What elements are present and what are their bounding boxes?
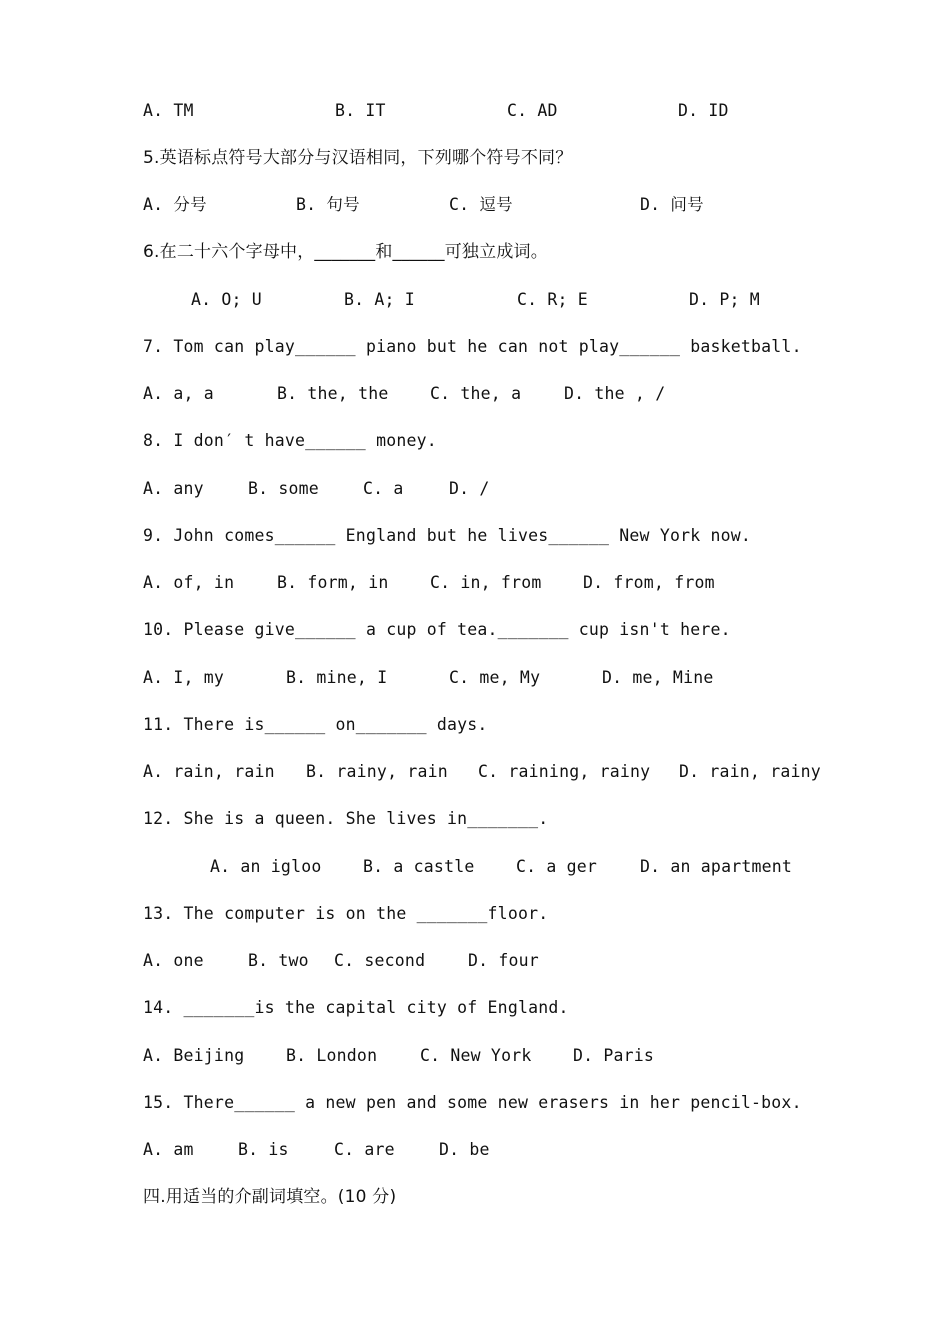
option-c: C. in, from (430, 573, 542, 592)
q15-options (143, 1137, 490, 1163)
q7-options (143, 381, 666, 407)
option-b: B. rainy, rain (306, 762, 448, 781)
q13-options (143, 948, 539, 974)
option-c: C. raining, rainy (478, 762, 651, 781)
option-d: D. Paris (573, 1046, 655, 1065)
option-b: B. the, the (277, 384, 389, 403)
q5-options (143, 192, 704, 218)
option-c: C. second (334, 951, 426, 970)
option-a: A. of, in (143, 573, 235, 592)
option-d: D. from, from (583, 573, 715, 592)
option-d: D. rain, rainy (679, 762, 821, 781)
option-c: C. R; E (517, 290, 588, 309)
q4-options (143, 98, 729, 124)
option-a: A. any (143, 479, 204, 498)
q9-options (143, 570, 715, 596)
option-b: B. a castle (363, 857, 475, 876)
option-a: A. O; U (191, 290, 262, 309)
option-d: D. be (439, 1140, 490, 1159)
option-b: B. A; I (344, 290, 415, 309)
option-d: D. 问号 (640, 195, 704, 214)
option-c: C. are (334, 1140, 395, 1159)
option-a: A. one (143, 951, 204, 970)
option-d: D. P; M (689, 290, 760, 309)
question-14: 14. _______is the capital city of England. (143, 998, 569, 1017)
option-c: C. a ger (516, 857, 598, 876)
option-a: A. 分号 (143, 195, 207, 214)
question-9: 9. John comes______ England but he lives______ New York now. (143, 526, 752, 545)
option-b: B. is (238, 1140, 289, 1159)
q12-options (143, 854, 793, 880)
option-d: D. ID (678, 101, 729, 120)
question-7: 7. Tom can play______ piano but he can not play______ basketball. (143, 337, 802, 356)
section-4-title: 四.用适当的介副词填空。(10 分) (143, 1187, 397, 1207)
question-10: 10. Please give______ a cup of tea._______ cup isn't here. (143, 620, 731, 639)
option-a: A. an igloo (210, 857, 322, 876)
option-b: B. mine, I (286, 668, 388, 687)
option-b: B. IT (335, 101, 386, 120)
option-d: D. me, Mine (602, 668, 714, 687)
option-b: B. two (248, 951, 309, 970)
option-c: C. 逗号 (449, 195, 513, 214)
option-a: A. am (143, 1140, 194, 1159)
question-13: 13. The computer is on the _______floor. (143, 904, 549, 923)
option-a: A. TM (143, 101, 194, 120)
question-12: 12. She is a queen. She lives in_______. (143, 809, 549, 828)
question-6: 6.在二十六个字母中，_______和______可独立成词。 (143, 242, 548, 262)
question-15: 15. There______ a new pen and some new erasers in her pencil-box. (143, 1093, 802, 1112)
option-c: C. a (363, 479, 404, 498)
option-c: C. me, My (449, 668, 541, 687)
option-b: B. form, in (277, 573, 389, 592)
question-11: 11. There is______ on_______ days. (143, 715, 488, 734)
q10-options (143, 665, 714, 691)
option-d: D. / (449, 479, 490, 498)
option-c: C. New York (420, 1046, 532, 1065)
q6-options (143, 287, 760, 313)
q8-options (143, 476, 490, 502)
option-c: C. AD (507, 101, 558, 120)
option-d: D. four (468, 951, 539, 970)
option-b: B. some (248, 479, 319, 498)
q14-options (143, 1043, 655, 1069)
option-b: B. London (286, 1046, 378, 1065)
q11-options (143, 759, 821, 785)
question-5: 5.英语标点符号大部分与汉语相同，下列哪个符号不同？ (143, 148, 573, 168)
option-a: A. rain, rain (143, 762, 275, 781)
option-d: D. an apartment (640, 857, 793, 876)
option-c: C. the, a (430, 384, 522, 403)
option-b: B. 句号 (296, 195, 360, 214)
question-8: 8. I don′ t have______ money. (143, 431, 437, 450)
option-a: A. a, a (143, 384, 214, 403)
option-a: A. I, my (143, 668, 225, 687)
option-a: A. Beijing (143, 1046, 245, 1065)
option-d: D. the , / (564, 384, 666, 403)
